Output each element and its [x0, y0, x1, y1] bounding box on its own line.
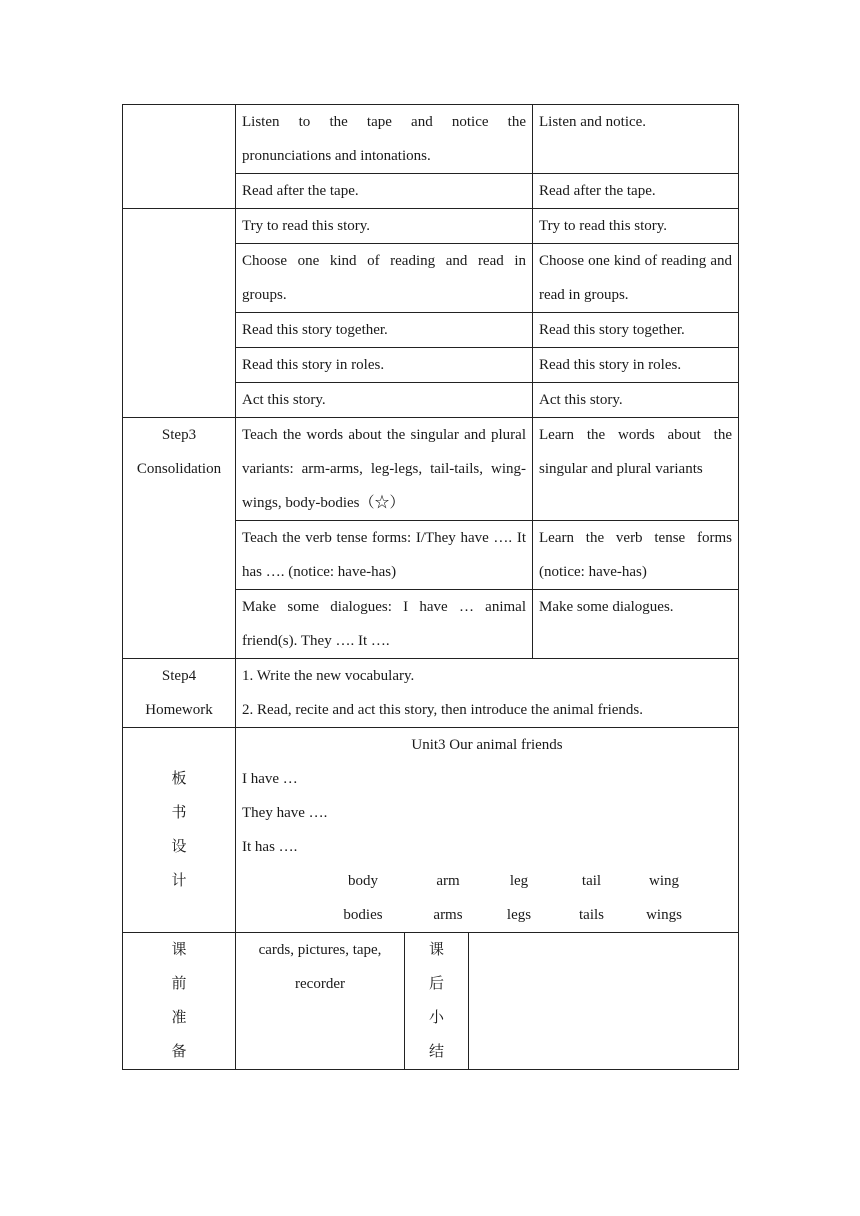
step4-sublabel: Homework	[145, 702, 213, 718]
reading-row	[123, 105, 739, 174]
student-activity: Make some dialogues.	[533, 590, 739, 659]
blackboard-label-char: 板	[171, 771, 187, 787]
step4-label-cell	[123, 659, 236, 728]
reflection-label-char: 结	[428, 1044, 444, 1060]
step3-label: Step3	[161, 427, 197, 443]
teacher-activity: Teach the verb tense forms: I/They have …. It has …. (notice: have-has)	[236, 521, 533, 590]
preparation-label-char: 前	[171, 976, 187, 992]
reflection-label-char: 课	[428, 942, 444, 958]
step3-row	[123, 418, 739, 521]
singular-words	[314, 864, 732, 898]
singular-word: wing	[649, 873, 679, 889]
preparation-label-char: 准	[171, 1010, 187, 1026]
plural-word: wings	[646, 907, 682, 923]
student-activity: Learn the words about the singular and plural variants	[533, 418, 739, 521]
blackboard-label-char: 计	[171, 873, 187, 889]
blackboard-title: Unit3 Our animal friends	[411, 737, 563, 753]
preparation-label-char: 课	[171, 942, 187, 958]
plural-word: bodies	[343, 907, 383, 923]
singular-word: arm	[436, 873, 460, 889]
blackboard-content-cell	[236, 728, 739, 933]
teacher-activity: Read this story in roles.	[236, 348, 533, 383]
practice-step-cell	[123, 209, 236, 418]
plural-word: arms	[433, 907, 463, 923]
blackboard-row	[123, 728, 739, 933]
plural-words	[314, 898, 732, 932]
teacher-activity: Try to read this story.	[236, 209, 533, 244]
teacher-activity: Read after the tape.	[236, 174, 533, 209]
singular-word: leg	[509, 873, 529, 889]
blackboard-line: It has ….	[242, 839, 298, 855]
blackboard-line: They have ….	[242, 805, 328, 821]
preparation-content: cards, pictures, tape, recorder	[236, 933, 405, 1070]
homework-cell	[236, 659, 739, 728]
reading-step-cell	[123, 105, 236, 209]
plural-word: legs	[506, 907, 532, 923]
student-activity: Try to read this story.	[533, 209, 739, 244]
reflection-label-cell	[405, 933, 469, 1070]
student-activity: Learn the verb tense forms (notice: have-has)	[533, 521, 739, 590]
teacher-activity: Teach the words about the singular and plural variants: arm-arms, leg-legs, tail-tails, wing-wings, body-bodies（☆）	[236, 418, 533, 521]
blackboard-label-cell	[123, 728, 236, 933]
teacher-activity: Make some dialogues: I have … animal friend(s). They …. It ….	[236, 590, 533, 659]
student-activity: Read after the tape.	[533, 174, 739, 209]
student-activity: Choose one kind of reading and read in groups.	[533, 244, 739, 313]
lesson-plan-table	[122, 104, 739, 1070]
teacher-activity: Listen to the tape and notice the pronunciations and intonations.	[236, 105, 533, 174]
singular-word: tail	[581, 873, 602, 889]
student-activity: Listen and notice.	[533, 105, 739, 174]
blackboard-line: I have …	[242, 771, 298, 787]
reflection-label-char: 后	[428, 976, 444, 992]
step4-label: Step4	[161, 668, 197, 684]
preparation-label-char: 备	[171, 1044, 187, 1060]
homework-item: 2. Read, recite and act this story, then introduce the animal friends.	[242, 702, 643, 718]
singular-word: body	[348, 873, 378, 889]
teacher-activity: Choose one kind of reading and read in groups.	[236, 244, 533, 313]
step3-sublabel: Consolidation	[136, 461, 222, 477]
teacher-activity: Act this story.	[236, 383, 533, 418]
blackboard-label-char: 书	[171, 805, 187, 821]
reflection-content	[469, 933, 739, 1070]
homework-item: 1. Write the new vocabulary.	[242, 668, 415, 684]
teacher-activity: Read this story together.	[236, 313, 533, 348]
student-activity: Read this story in roles.	[533, 348, 739, 383]
blackboard-label-char: 设	[171, 839, 187, 855]
prep-row	[123, 933, 739, 1070]
student-activity: Act this story.	[533, 383, 739, 418]
reflection-label-char: 小	[428, 1010, 444, 1026]
student-activity: Read this story together.	[533, 313, 739, 348]
plural-word: tails	[579, 907, 604, 923]
step4-row	[123, 659, 739, 728]
preparation-label-cell	[123, 933, 236, 1070]
practice-row	[123, 209, 739, 244]
step3-label-cell	[123, 418, 236, 659]
